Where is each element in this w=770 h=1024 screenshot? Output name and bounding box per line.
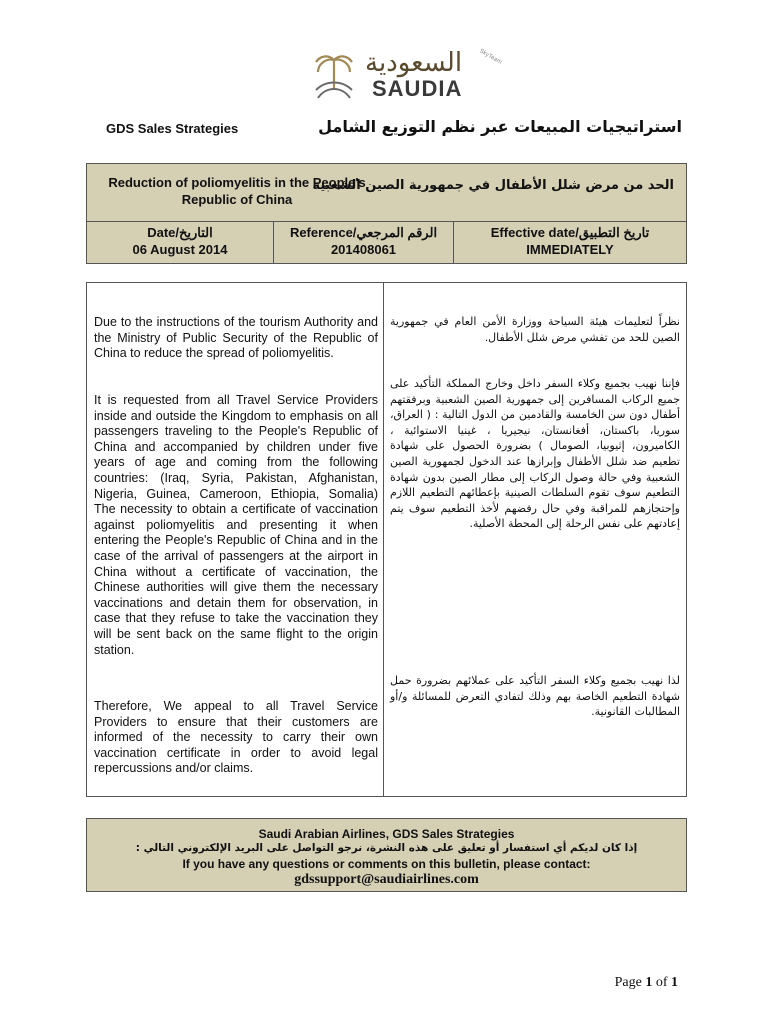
subject-row	[87, 164, 686, 222]
date-value: 06 August 2014	[132, 242, 228, 257]
reference-cell	[274, 221, 454, 264]
logo-arabic-text: السعودية	[365, 48, 463, 78]
effective-date-value: IMMEDIATELY	[526, 242, 614, 257]
header-title-ar: استراتيجيات المبيعات عبر نظم التوزيع الشامل	[318, 117, 682, 136]
skyteam-mark: SkyTeam	[478, 48, 503, 66]
effective-date-label: Effective date/تاريخ التطبيق	[490, 225, 650, 240]
body-ar-paragraph-3: لذا نهيب بجميع وكلاء السفر التأكيد على عملائهم بضرورة حمل شهادة التطعيم الخاصة بهم وذلك لتفادي التعرض للمسائلة و/أو المطالبات القانونية.	[390, 674, 680, 719]
subject-ar: الحد من مرض شلل الأطفال في جمهورية الصين الشعبية	[312, 178, 674, 193]
page-label: Page	[614, 975, 642, 990]
page-total: 1	[671, 975, 678, 990]
body-en-paragraph-1: Due to the instructions of the tourism Authority and the Ministry of Public Security of the Republic of China to reduce the spread of poliomyelitis.	[94, 315, 378, 361]
subject-en: Reduction of poliomyelitis in the People's Republic of China	[108, 175, 366, 207]
footer-contact-ar: إذا كان لديكم أي استفسار أو تعليق على هذه النشرة، نرجو التواصل على البريد الإلكتروني التالي :	[135, 842, 638, 854]
footer-org-line: Saudi Arabian Airlines, GDS Sales Strategies	[258, 827, 515, 841]
support-email-link[interactable]: gdssupport@saudiairlines.com	[294, 872, 479, 887]
date-label: Date/التاريخ	[147, 225, 213, 240]
date-cell	[87, 221, 274, 264]
footer-contact-en: If you have any questions or comments on this bulletin, please contact:	[182, 857, 591, 871]
column-divider	[383, 283, 384, 796]
saudia-logo	[310, 48, 503, 104]
reference-label: Reference/الرقم المرجعي	[289, 225, 438, 240]
body-en-paragraph-2: It is requested from all Travel Service Providers inside and outside the Kingdom to emphasis on all passengers traveling to the People's Republic of China and accompanied by children under five years of age and coming from the following countries: (Iraq, Syria, Pakistan, Afghanistan, Nigeria, Guinea, Cameroon, Ethiopia, Somalia) The necessity to obtain a certificate of vaccination against poliomyelitis and presenting it when entering the People's Republic of China and in the case of the arrival of passengers at the airport in China without a certificate of vaccination, the Chinese authorities will give them the necessary vaccinations and detain them for observation, in case that they refuse to take the vaccination they will be sent back on the same flight to the origin station.	[94, 393, 378, 657]
bulletin-body-table	[86, 282, 687, 797]
body-en-paragraph-3: Therefore, We appeal to all Travel Service Providers to ensure that their customers are informed of the necessity to carry their own vaccination certificate in order to avoid legal repercussions and/or claims.	[94, 699, 378, 776]
contact-footer-box	[86, 818, 687, 892]
bulletin-info-table	[86, 163, 687, 264]
palm-swords-emblem-icon	[310, 50, 358, 102]
body-ar-paragraph-1: نظراً لتعليمات هيئة السياحة ووزارة الأمن العام في جمهورية الصين للحد من تفشي مرض شلل الأطفال.	[390, 315, 680, 344]
logo-latin-text: SAUDIA	[372, 76, 463, 101]
effective-date-cell	[454, 221, 686, 264]
page-number	[615, 975, 678, 991]
page-of: of	[655, 975, 668, 990]
body-ar-paragraph-2: فإننا نهيب بجميع وكلاء السفر داخل وخارج المملكة التأكيد على جميع الركاب المسافرين إلى جمهورية الصين الشعبية وبرفقتهم أطفال دون سن الخامسة والقادمين من الدول التالية : ( العراق، سوريا، باكستان، أفغانستان، نيجيريا ، غينيا الاستوائية ، الكاميرون، إثيوبيا، الصومال ) بضرورة الحصول على شهادة تطعيم ضد شلل الأطفال وإبرازها عند الدخول لجمهورية الصين الشعبية وفي حالة وصول الركاب إلى مطار الصين بدون شهادة التطعيم سوف تقوم السلطات الصينية بإعطائهم التطعيم اللازم وإحتجازهم للمراقبة وفي حال رفضهم لأخذ التطعيم سوف يتم إعادتهم على نفس الرحلة إلى المحطة الأصلية.	[390, 377, 680, 531]
header-title-en: GDS Sales Strategies	[106, 121, 239, 136]
page-current: 1	[645, 975, 653, 990]
reference-value: 201408061	[330, 242, 397, 257]
